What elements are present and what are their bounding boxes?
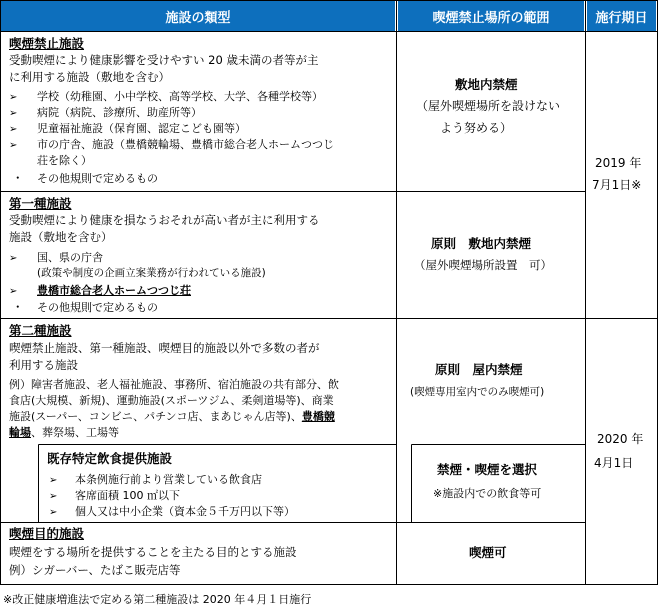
header-smoking-range-label: 喫煙禁止場所の範囲	[432, 10, 550, 26]
row3b-range-note: ※施設内での飲食等可	[433, 487, 542, 500]
row3-description-line1: 喫煙禁止施設、第一種施設、喫煙目的施設以外で多数の者が	[9, 341, 320, 355]
row2-description-line2: 施設（敷地を含む）	[9, 230, 113, 244]
date2-year: 2020 年	[597, 432, 644, 446]
row2-range-note: （屋外喫煙場所設置 可）	[414, 258, 552, 272]
row1-range-main: 敷地内禁煙	[455, 77, 518, 92]
row1-item-city-facility: 市の庁舎、施設（豊橋競輪場、豊橋市総合老人ホームつつじ	[37, 138, 334, 151]
row1-title: 喫煙禁止施設	[9, 36, 85, 51]
arrow-bullet-icon: ➢	[9, 92, 18, 103]
arrow-bullet-icon: ➢	[9, 286, 18, 297]
row3-example-line1: 例）障害者施設、老人福祉施設、事務所、宿泊施設の共有部分、飲	[9, 378, 339, 391]
row3b-title: 既存特定飲食提供施設	[47, 451, 173, 466]
row2-item-government: 国、県の庁舎	[37, 251, 103, 264]
row2-range-main: 原則 敷地内禁煙	[431, 236, 532, 251]
arrow-bullet-icon: ➢	[9, 124, 18, 135]
row2-item-government-note: (政策や制度の企画立案業務が行われている施設)	[37, 267, 266, 279]
row3-example-line4	[9, 425, 119, 440]
arrow-bullet-icon: ➢	[49, 475, 58, 486]
row3b-item-small-business: 個人又は中小企業（資本金５千万円以下等）	[75, 505, 295, 518]
row3-range-note: (喫煙専用室内でのみ喫煙可)	[410, 386, 545, 398]
row1-item-city-facility-cont: 荘を除く）	[37, 154, 92, 167]
header-facility-type-label: 施設の類型	[165, 10, 231, 26]
row4-example: 例）シガーバー、たばこ販売店等	[9, 563, 181, 577]
row3-example-keirin-cont: 輪場	[9, 426, 31, 439]
dot-bullet-icon: ・	[12, 171, 24, 185]
row1-description-line2: に利用する施設（敷地を含む）	[9, 70, 170, 84]
row3b-item-prior-business: 本条例施行前より営業している飲食店	[75, 473, 262, 486]
row3-example-line2: 食店(大規模、新規)、運動施設(スポーツジム、柔剣道場等)、商業	[9, 394, 334, 407]
row4-range-main: 喫煙可	[469, 545, 507, 560]
row1-description-line1: 受動喫煙により健康影響を受けやすい 20 歳未満の者等が主	[9, 53, 319, 67]
row3-example-toyohashi-keirin: 豊橋競	[301, 410, 335, 423]
row3-example-line3-text: 施設(スーパー、コンビニ、パチンコ店、まあじゃん店等)、	[9, 410, 302, 423]
row3-example-line4-text: 、葬祭場、工場等	[31, 426, 119, 439]
row3b-item-seat-area: 客席面積 100 ㎡以下	[75, 489, 180, 502]
row3-title: 第二種施設	[9, 323, 72, 338]
row3-range-main: 原則 屋内禁煙	[435, 362, 523, 377]
row3-description-line2: 利用する施設	[9, 358, 78, 372]
arrow-bullet-icon: ➢	[49, 507, 58, 518]
row1-item-child-welfare: 児童福祉施設（保育園、認定こども園等）	[37, 122, 246, 135]
date1-day: 7月1日※	[592, 178, 642, 192]
row2-item-tsutsuji: 豊橋市総合老人ホームつつじ荘	[37, 284, 191, 297]
row3-example-line3	[9, 409, 335, 424]
footnote: ※改正健康増進法で定める第二種施設は 2020 年４月１日施行	[3, 593, 312, 606]
arrow-bullet-icon: ➢	[9, 140, 18, 151]
row1-item-school: 学校（幼稚園、小中学校、高等学校、大学、各種学校等）	[37, 90, 323, 103]
header-effective-date-label: 施行期日	[595, 10, 648, 26]
arrow-bullet-icon: ➢	[9, 253, 18, 264]
row1-item-hospital: 病院（病院、診療所、助産所等）	[37, 106, 202, 119]
date2-day: 4月1日	[594, 456, 634, 470]
row1-range-note1: （屋外喫煙場所を設けない	[416, 99, 561, 113]
row2-title: 第一種施設	[9, 196, 72, 211]
dot-bullet-icon: ・	[12, 300, 24, 314]
row4-description: 喫煙をする場所を提供することを主たる目的とする施設	[9, 545, 297, 559]
row2-description-line1: 受動喫煙により健康を損なうおそれが高い者が主に利用する	[9, 213, 320, 227]
arrow-bullet-icon: ➢	[9, 108, 18, 119]
row1-other: その他規則で定めるもの	[37, 172, 158, 185]
arrow-bullet-icon: ➢	[49, 491, 58, 502]
row1-range-note2: よう努める）	[440, 121, 513, 135]
row4-title: 喫煙目的施設	[9, 526, 85, 541]
row2-other: その他規則で定めるもの	[37, 301, 158, 314]
row3b-range-main: 禁煙・喫煙を選択	[437, 462, 538, 477]
date1-year: 2019 年	[595, 156, 642, 170]
